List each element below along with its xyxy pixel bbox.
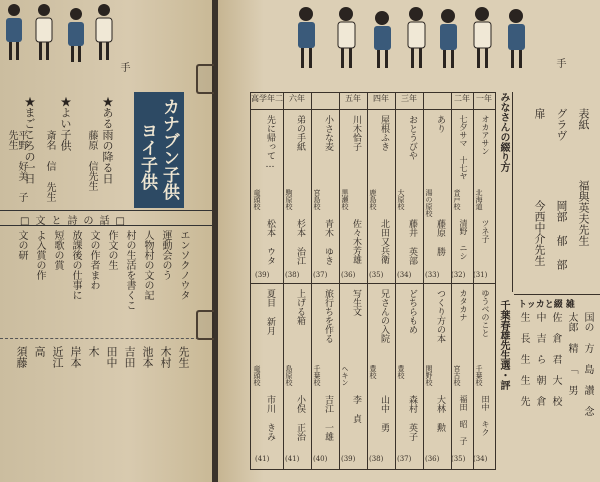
entry-number: (41) — [255, 455, 270, 463]
page-mark: 手 — [554, 58, 565, 68]
header-rule — [251, 109, 495, 110]
bottom-right-line: 国の 方 島 讃 念 — [582, 312, 593, 416]
entry-number: (34) — [397, 271, 412, 279]
entry-author: 藤井 英部 — [407, 219, 417, 265]
bottom-right-line: 生 長 生 生 先 — [518, 312, 529, 406]
entry-title: あり — [435, 115, 445, 133]
entry-title: 七夕サマ 十七ヤ — [459, 115, 468, 180]
item-title: ★まごころの一日 — [23, 96, 36, 184]
entry-author: 藤原 勝 — [435, 219, 445, 256]
entry-author: 清野 ニシ — [459, 219, 468, 260]
divider — [514, 294, 600, 295]
bottom-right-line: 中 吉 ら 朝 倉 — [534, 312, 545, 406]
credit-value: 岡部 郁 部 — [555, 200, 568, 270]
title-banner — [134, 92, 184, 208]
note-line: エンソクノウタ — [178, 230, 189, 300]
credit-label: 扉 — [533, 108, 546, 119]
credit-label: グラヴ — [555, 108, 568, 141]
children-illustration — [288, 0, 548, 80]
entry-school: 宮島校 — [313, 189, 321, 210]
section-divider — [0, 210, 214, 226]
entry-school: 関野校 — [425, 365, 433, 386]
entry-author: 森村 英子 — [407, 395, 417, 441]
entry-title: おとうびや — [407, 115, 417, 160]
grade-header: 四年 — [373, 94, 389, 103]
name-column: 吉田 — [123, 346, 136, 368]
entry-number: (31) — [473, 271, 488, 279]
entry-author: 吉江 一雄 — [323, 395, 333, 441]
entry-title: 旅行ちを作る — [323, 289, 333, 343]
grade-header: 三年 — [401, 94, 417, 103]
col-rule — [423, 93, 424, 469]
col-rule — [451, 93, 452, 469]
grade-header: 一年 — [476, 94, 492, 103]
note-line: 文の作者まわ — [88, 230, 99, 290]
entry-title: 弟の手紙 — [295, 115, 305, 151]
entry-number: (39) — [341, 455, 356, 463]
entry-author: 市川 きみ — [265, 395, 275, 441]
entry-title: 上げる箱 — [295, 289, 305, 325]
entry-number: (39) — [255, 271, 270, 279]
entry-number: (35) — [369, 271, 384, 279]
note-line: 放課後の仕事に — [70, 230, 81, 300]
col-rule — [311, 93, 312, 469]
name-column: 岸本 — [69, 346, 82, 368]
entry-title: 先に帰って… — [265, 115, 275, 170]
col-rule — [473, 93, 474, 469]
entry-author: 杉本 治江 — [295, 219, 305, 265]
col-rule — [395, 93, 396, 469]
entry-school: 駒原校 — [285, 189, 293, 210]
entry-author: 北田又兵衛 — [379, 219, 389, 264]
entry-school: ヘキン — [341, 365, 349, 386]
grade-header: 五年 — [345, 94, 361, 103]
grade-header: 二年 — [454, 94, 470, 103]
item-author: 藤原 信先生 — [86, 130, 97, 191]
entry-title: 小さな麦 — [323, 115, 333, 151]
name-column: 高 — [33, 346, 46, 357]
entry-author: 大林 勲 — [435, 395, 445, 432]
col-rule — [339, 93, 340, 469]
name-column: 木 — [87, 346, 100, 357]
name-column: 先生 — [177, 346, 190, 368]
page-mark: 手 — [118, 62, 129, 72]
note-line: 作文の生 — [106, 230, 117, 270]
entry-number: (38) — [285, 271, 300, 279]
note-line: 人物村の文の記 — [142, 230, 153, 300]
name-column: 須藤 — [15, 346, 28, 368]
item-title: ★ある雨の降る日 — [101, 96, 114, 184]
selection-note: 千葉春雄先生選・評 — [498, 300, 509, 390]
bottom-right-line: 佐 倉 君 大 校 — [550, 312, 561, 406]
entry-title: 夏目 新月 — [265, 289, 275, 335]
entry-title: 川木恰子 — [351, 115, 361, 151]
bottom-right-header: トッカと綴 雑 — [518, 300, 575, 310]
entry-number: (33) — [425, 271, 440, 279]
banner-line: カナブン子供 — [159, 98, 179, 200]
entry-author: ツネ子 — [481, 219, 490, 243]
entry-number: (36) — [341, 271, 356, 279]
staple — [196, 64, 214, 94]
contents-table — [250, 92, 496, 470]
entry-title: どちらもめ — [407, 289, 417, 334]
entry-author: 小俣 正治 — [295, 395, 305, 441]
col-rule — [367, 93, 368, 469]
entry-author: 福田 昭 子 — [459, 395, 468, 445]
credit-value: 福與英夫先生 — [577, 180, 590, 246]
entry-number: (32) — [451, 271, 466, 279]
name-column: 池本 — [141, 346, 154, 368]
row-rule — [251, 283, 495, 284]
children-illustration — [0, 0, 120, 74]
entry-number: (41) — [285, 455, 300, 463]
name-column: 木村 — [159, 346, 172, 368]
name-column: 近江 — [51, 346, 64, 368]
entry-school: 鹿島校 — [369, 189, 377, 210]
credit-value: 今西中介先生 — [533, 200, 546, 266]
note-line: 短歌の賞 — [52, 230, 63, 270]
entry-school: 北海道 — [475, 189, 483, 210]
entry-school: 島原校 — [285, 365, 293, 386]
entry-number: (38) — [369, 455, 384, 463]
grade-header: 六年 — [289, 94, 305, 103]
entry-title: つくり方の本 — [435, 289, 445, 343]
entry-title: 屋根ふき — [379, 115, 389, 151]
entry-number: (35) — [451, 455, 466, 463]
grade-header: 高学年二 — [251, 94, 283, 103]
entry-title: オカアサン — [481, 115, 490, 155]
note-line: 文の研 — [16, 230, 27, 260]
item-author: 平野 好美 子先生 — [6, 130, 27, 202]
col-rule — [283, 93, 284, 469]
staple — [196, 310, 214, 340]
entry-school: 音戸校 — [453, 189, 461, 210]
entry-author: 李 貞 — [351, 395, 361, 423]
entry-number: (37) — [313, 271, 328, 279]
banner-line: ヨイ子供 — [137, 122, 157, 190]
entry-school: 豊校 — [369, 365, 377, 379]
entry-number: (34) — [473, 455, 488, 463]
entry-school: 宮古校 — [453, 365, 461, 386]
entry-school: 湯の原校 — [425, 189, 433, 217]
entry-author: 佐々木芳雄 — [351, 219, 361, 264]
left-page — [0, 0, 214, 482]
section-header: □文と詩の話□ — [20, 216, 131, 227]
contents-header: みなさんの綴り方 — [498, 92, 509, 172]
entry-title: 兄さんの入院 — [379, 289, 389, 343]
name-column: 田中 — [105, 346, 118, 368]
note-line: 運動会のう — [160, 230, 171, 280]
note-line: よ入賞の作 — [34, 230, 45, 280]
note-line: 村の生活を書くこ — [124, 230, 135, 310]
entry-title: カタカナ — [459, 289, 468, 321]
entry-number: (37) — [397, 455, 412, 463]
item-author: 斎名 信 先生 — [44, 130, 55, 202]
bottom-right-line: 太郎 精 「 男 — [566, 312, 577, 395]
entry-school: 大原校 — [397, 189, 405, 210]
entry-author: 青木 ゆき — [323, 219, 333, 265]
item-title: ★よい子供 — [59, 96, 72, 151]
entry-author: 山中 勇 — [379, 395, 389, 432]
entry-title: ゆうべのこと — [481, 289, 490, 337]
entry-number: (40) — [313, 455, 328, 463]
entry-school: 豊校 — [397, 365, 405, 379]
entry-number: (36) — [425, 455, 440, 463]
entry-school: 竜頭校 — [253, 365, 261, 386]
credit-label: 表紙 — [577, 108, 590, 130]
entry-school: 竜頭校 — [253, 189, 261, 210]
entry-title: 写生文 — [351, 289, 361, 316]
entry-author: 田中 キク — [481, 395, 490, 436]
entry-author: 松本 ウタ — [265, 219, 275, 265]
divider — [0, 338, 214, 339]
entry-school: 黒瀬校 — [341, 189, 349, 210]
margin-rule — [512, 92, 513, 292]
entry-school: 千葉校 — [475, 365, 483, 386]
entry-school: 千葉校 — [313, 365, 321, 386]
